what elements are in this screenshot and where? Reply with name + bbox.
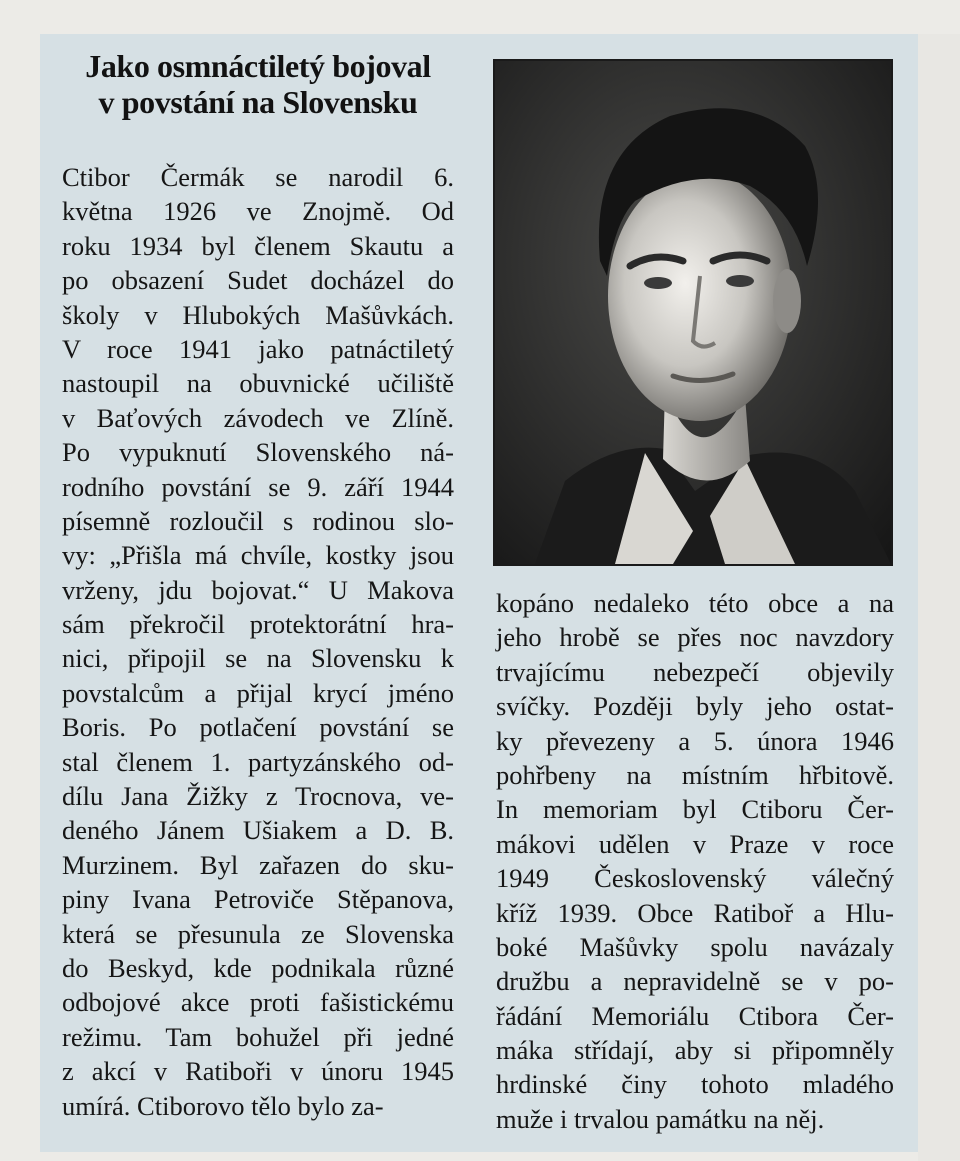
article-text-line: kříž 1939. Obce Ratiboř a Hlu- [496,897,894,928]
portrait-photo-icon [493,59,893,566]
article-text-line: Boris. Po potlačení povstání se [62,712,454,743]
article-text-line: jeho hrobě se přes noc navzdory [496,622,894,653]
article-text-line: dílu Jana Žižky z Trocnova, ve- [62,781,454,812]
article-text-line: V roce 1941 jako patnáctiletý [62,333,454,364]
article-text-line: odbojové akce proti fašistickému [62,987,454,1018]
article-text-line: piny Ivana Petroviče Stěpanova, [62,884,454,915]
scan-artifact [110,1140,170,1156]
article-text-line: řádání Memoriálu Ctibora Čer- [496,1000,894,1031]
article-text-line: vrženy, jdu bojovat.“ U Makova [62,574,454,605]
article-text-line: stal členem 1. partyzánského od- [62,746,454,777]
article-text-line: umírá. Ctiborovo tělo bylo za- [62,1090,384,1121]
article-text-line: trvajícímu nebezpečí objevily [496,656,894,687]
article-text-line: května 1926 ve Znojmě. Od [62,196,454,227]
article-text-line: z akcí v Ratiboři v únoru 1945 [62,1056,454,1087]
article-text-line: do Beskyd, kde podnikala různé [62,952,454,983]
article-text-line: Ctibor Čermák se narodil 6. [62,162,454,192]
article-text-line: roku 1934 byl členem Skautu a [62,230,454,261]
article-text-line: režimu. Tam bohužel při jedné [62,1021,454,1052]
article-text-line: máka střídají, aby si připomněly [496,1035,894,1066]
article-headline [46,48,470,120]
article-text-line: boké Mašůvky spolu navázaly [496,931,894,962]
article-text-line: družbu a nepravidelně se v po- [496,966,894,997]
article-text-line: Po vypuknutí Slovenského ná- [62,437,454,468]
article-text-line: sám překročil protektorátní hra- [62,609,454,640]
article-text-line: deného Jánem Ušiakem a D. B. [62,815,454,846]
headline-line-2: v povstání na Slovensku [98,84,418,120]
article-text-line: ky převezeny a 5. února 1946 [496,725,894,756]
article-text-line: muže i trvalou památku na něj. [496,1103,825,1134]
article-text-line: 1949 Československý válečný [496,863,894,894]
article-text-line: rodního povstání se 9. září 1944 [62,471,454,502]
article-text-line: In memoriam byl Ctiboru Čer- [496,794,894,825]
article-text-line: písemně rozloučil s rodinou slo- [62,505,454,536]
article-text-line: pohřbeny na místním hřbitově. [496,759,894,790]
article-text-line: po obsazení Sudet docházel do [62,265,454,296]
article-text-line: svíčky. Později byly jeho ostat- [496,691,894,722]
article-text-line: vy: „Přišla má chvíle, kostky jsou [62,540,454,571]
article-text-line: mákovi udělen v Praze v roce [496,828,894,859]
headline-line-1: Jako osmnáctiletý bojoval [85,48,431,84]
article-text-line: v Baťových závodech ve Zlíně. [62,402,454,433]
article-column-right [496,586,894,1136]
page-margin [918,34,960,1161]
article-text-line: která se přesunula ze Slovenska [62,918,454,949]
article-text-line: nici, připojil se na Slovensku k [62,643,454,674]
article-text-line: Murzinem. Byl zařazen do sku- [62,849,454,880]
article-text-line: povstalcům a přijal krycí jméno [62,677,454,708]
article-text-line: nastoupil na obuvnické učiliště [62,368,454,399]
article-column-left [62,160,454,1123]
article-text-line: školy v Hlubokých Mašůvkách. [62,299,454,330]
article-text-line: hrdinské činy tohoto mladého [496,1069,894,1100]
article-text-line: kopáno nedaleko této obce a na [496,588,894,618]
